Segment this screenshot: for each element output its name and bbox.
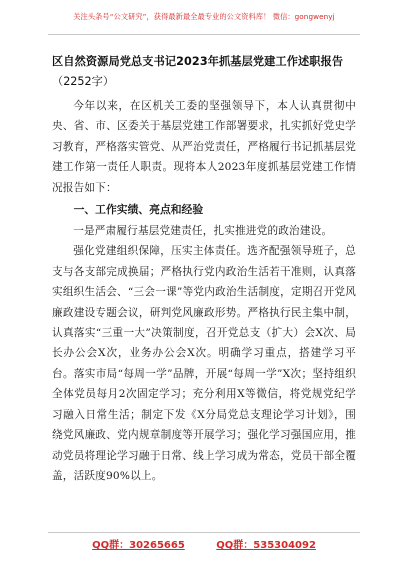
qq-group-1-label: QQ群： (92, 540, 130, 551)
qq-group-2-number: 535304092 (253, 540, 316, 551)
header-divider (48, 34, 360, 35)
qq-group-1 (92, 536, 185, 551)
qq-group-2-label: QQ群： (216, 540, 254, 551)
section-heading: 一、工作实绩、亮点和经验 (73, 203, 204, 217)
banner-text: 关注头条号“公文研究”，获得最新最全最专业的公文资料库！ 微信：gongwenyj (73, 12, 335, 21)
qq-group-1-number: 30265665 (129, 540, 185, 551)
document-title: 区自然资源局党总支书记2023年抓基层党建工作述职报告 (52, 55, 344, 68)
document-body (52, 52, 356, 486)
footer-divider (48, 532, 360, 533)
header-banner (0, 0, 408, 34)
body-paragraph-2: 强化党建组织保障，压实主体责任。选齐配强领导班子，总支与各支部完成换届；严格执行党内政治生活若干准则，认真落实组织生活会、“三会一课”等党内政治生活制度，定期召开党风廉政建设专题会议，研判党风廉政形势。严格执行民主集中制，认真落实“三重一大”决策制度，召开党总支（扩大）会X次、局长办公会X次，业务办公会X次。明确学习重点，搭建学习平台。落实市局“每周一学”品牌，开展“每周一学”X次；坚持组织全体党员每月2次固定学习；充分利用X等微信，将党规党纪学习融入日常生活；制定下发《X分局党总支理论学习计划》，围绕党风廉政、党内规章制度等开展学习；强化学习强国应用，推动党员将理论学习融于日常、线上学习成为常态，党员干部全覆盖，活跃度90%以上。 (52, 245, 356, 482)
footer-contact (0, 536, 408, 551)
word-count: （2252字） (52, 75, 115, 88)
body-paragraph-1: 一是严肃履行基层党建责任，扎实推进党的政治建设。 (73, 225, 333, 238)
intro-paragraph: 今年以来，在区机关工委的坚强领导下，本人认真贯彻中央、省、市、区委关于基层党建工作部署要求，扎实抓好党史学习教育，严格落实管党、从严治党责任，严格履行书记抓基层党建工作第一责任人职责。现将本人2023年度抓基层党建工作情况报告如下： (52, 100, 356, 194)
qq-group-2 (216, 536, 316, 551)
